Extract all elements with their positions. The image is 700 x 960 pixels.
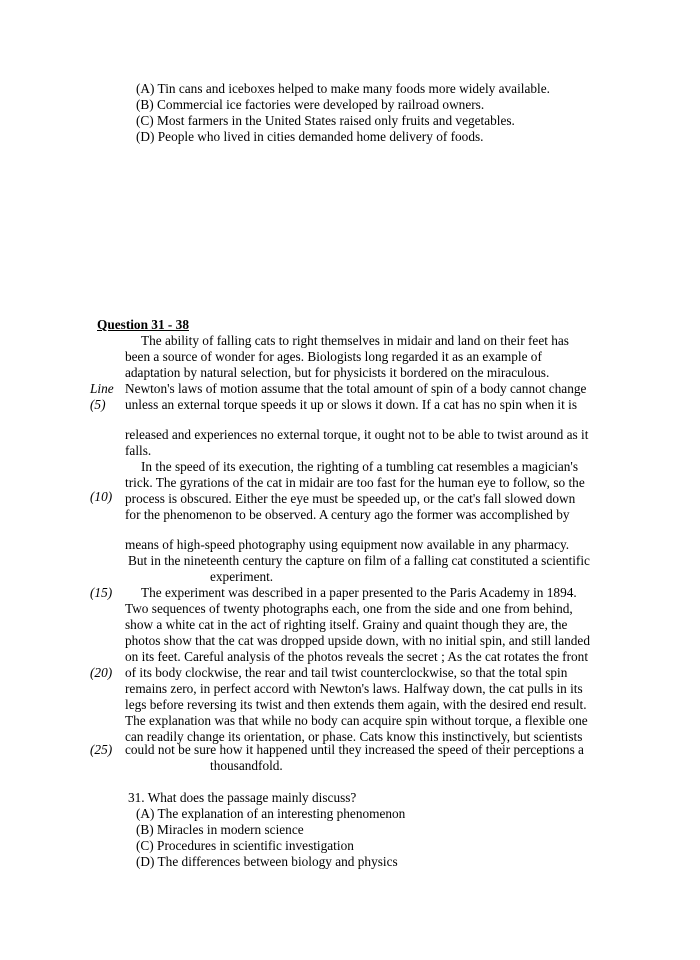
line-marker-15: (15) [90, 585, 113, 600]
passage-line: Newton's laws of motion assume that the total amount of spin of a body cannot change [125, 381, 587, 396]
passage-line: thousandfold. [210, 758, 283, 773]
passage-line: falls. [125, 443, 152, 458]
passage-line: show a white cat in the act of righting itself. Grainy and quaint though they are, the [125, 617, 568, 632]
q31-option-b[interactable]: (B) Miracles in modern science [136, 822, 304, 837]
line-marker-5: (5) [90, 397, 106, 412]
line-marker-label: Line [90, 381, 114, 396]
question-31-stem: 31. What does the passage mainly discuss? [128, 790, 357, 805]
line-marker-10: (10) [90, 489, 113, 504]
passage-line: The explanation was that while no body can acquire spin without torque, a flexible one [125, 713, 588, 728]
passage-line: could not be sure how it happened until they increased the speed of their perceptions a [125, 742, 584, 757]
q31-option-d[interactable]: (D) The differences between biology and physics [136, 854, 398, 869]
passage-line: In the speed of its execution, the righting of a tumbling cat resembles a magician's [141, 459, 579, 474]
passage-line: can readily change its orientation, or phase. Cats know this instinctively, but scientists [125, 729, 583, 744]
passage-line: for the phenomenon to be observed. A century ago the former was accomplished by [125, 507, 570, 522]
passage-line: The experiment was described in a paper presented to the Paris Academy in 1894. [141, 585, 577, 600]
passage-line: of its body clockwise, the rear and tail twist counterclockwise, so that the total spin [125, 665, 568, 680]
passage-line: experiment. [210, 569, 274, 584]
passage-line: The ability of falling cats to right themselves in midair and land on their feet has [141, 333, 569, 348]
line-marker-20: (20) [90, 665, 113, 680]
passage-line: Two sequences of twenty photographs each, one from the side and one from behind, [125, 601, 573, 616]
passage-line: been a source of wonder for ages. Biologists long regarded it as an example of [125, 349, 542, 364]
passage-line: unless an external torque speeds it up or slows it down. If a cat has no spin when it is [125, 397, 578, 412]
prev-option-a: (A) Tin cans and iceboxes helped to make many foods more widely available. [136, 81, 550, 96]
passage-line: But in the nineteenth century the capture on film of a falling cat constituted a scientific [128, 553, 590, 568]
passage-heading: Question 31 - 38 [97, 317, 189, 332]
q31-option-a[interactable]: (A) The explanation of an interesting phenomenon [136, 806, 406, 821]
passage-line: legs before reversing its twist and then extends them again, with the desired end result. [125, 697, 587, 712]
prev-option-b: (B) Commercial ice factories were developed by railroad owners. [136, 97, 485, 112]
passage-line: process is obscured. Either the eye must be speeded up, or the cat's fall slowed down [125, 491, 576, 506]
q31-option-c[interactable]: (C) Procedures in scientific investigation [136, 838, 354, 853]
passage-line: photos show that the cat was dropped upside down, with no initial spin, and still landed [125, 633, 590, 648]
passage-line: means of high-speed photography using equipment now available in any pharmacy. [125, 537, 570, 552]
prev-option-d: (D) People who lived in cities demanded home delivery of foods. [136, 129, 484, 144]
passage-line: remains zero, in perfect accord with Newton's laws. Halfway down, the cat pulls in its [125, 681, 583, 696]
passage-line: adaptation by natural selection, but for physicists it bordered on the miraculous. [125, 365, 550, 380]
passage-line: on its feet. Careful analysis of the photos reveals the secret ; As the cat rotates the front [125, 649, 589, 664]
passage-line: released and experiences no external torque, it ought not to be able to twist around as it [125, 427, 589, 442]
passage-line: trick. The gyrations of the cat in midair are too fast for the human eye to follow, so the [125, 475, 585, 490]
prev-option-c: (C) Most farmers in the United States raised only fruits and vegetables. [136, 113, 515, 128]
line-marker-25: (25) [90, 742, 113, 757]
